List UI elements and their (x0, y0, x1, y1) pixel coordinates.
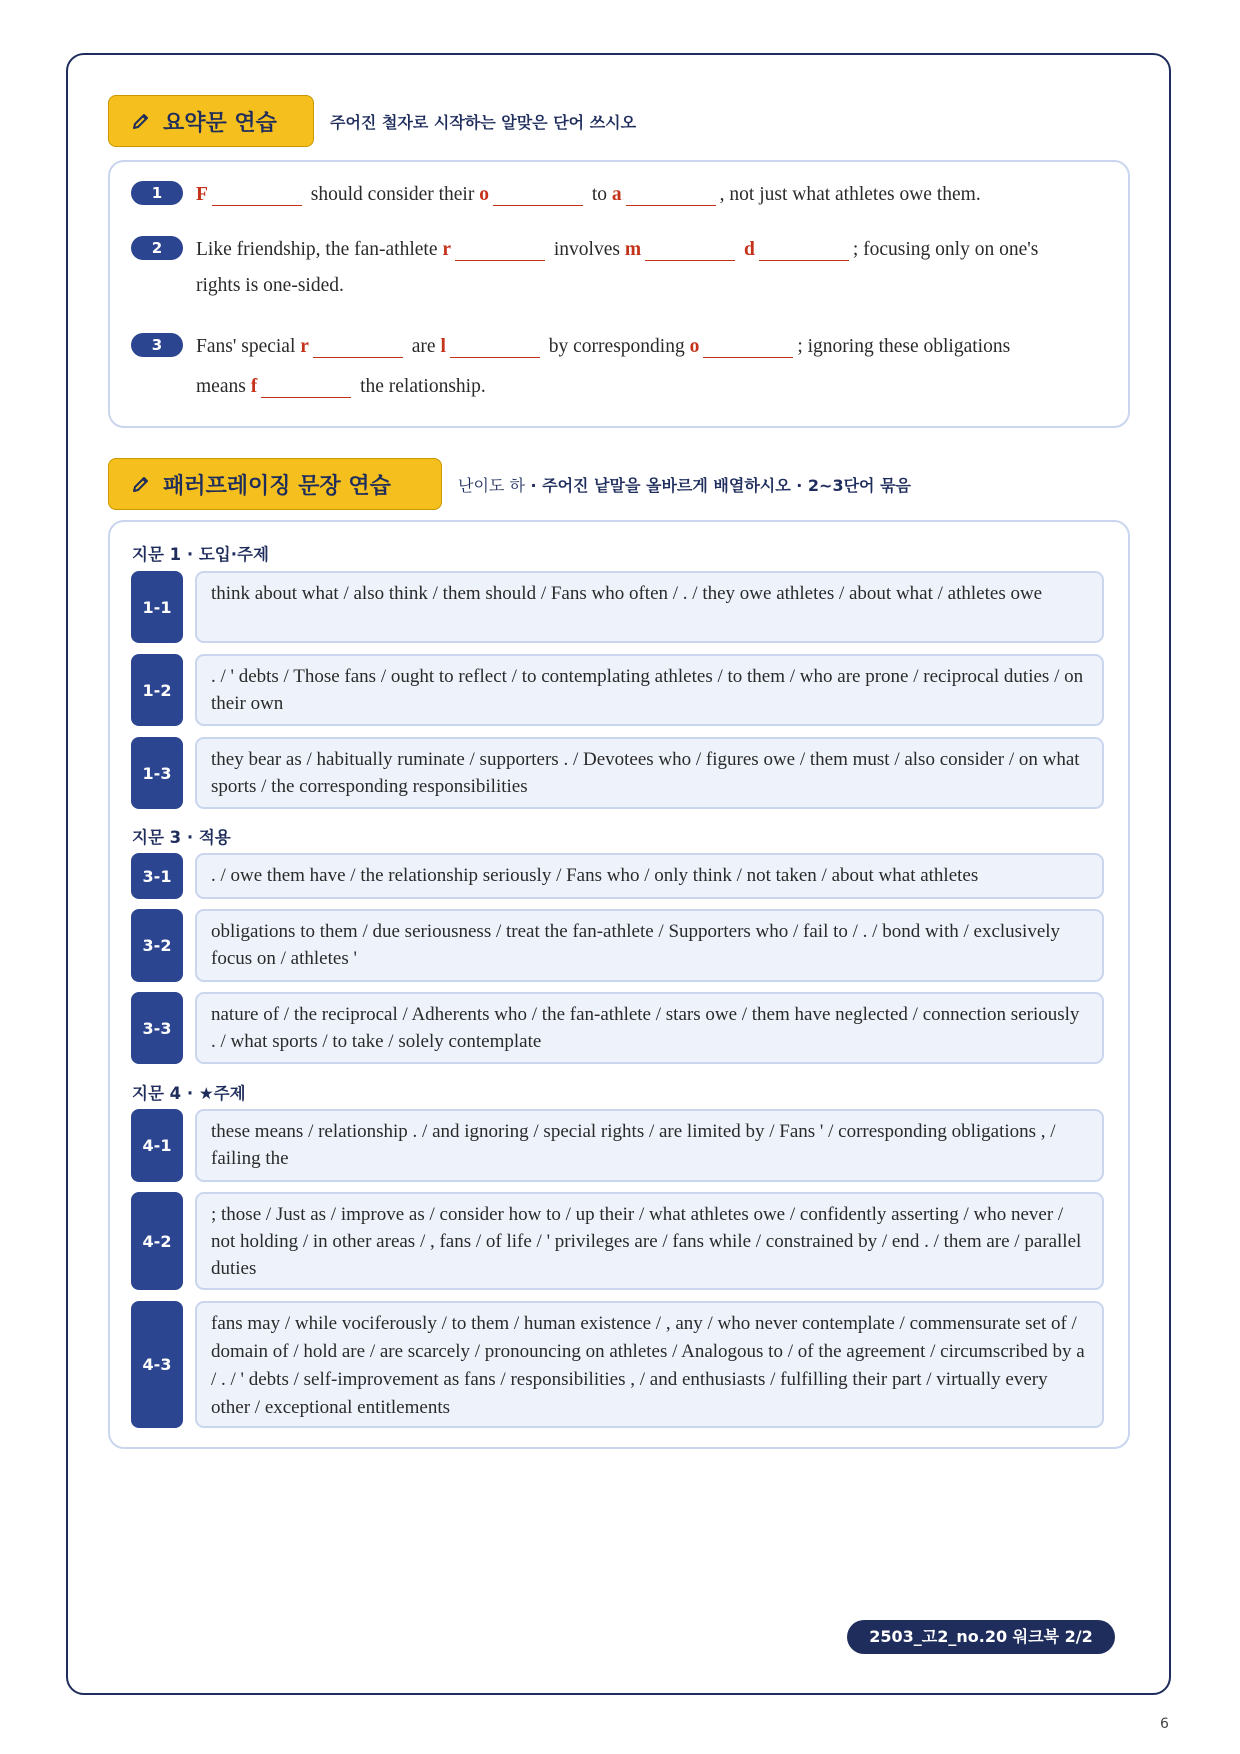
summary-num-1: 1 (131, 181, 183, 205)
item-num-4-1: 4-1 (131, 1109, 183, 1182)
sentence-text: , not just what athletes owe them. (719, 184, 981, 205)
answer-blank[interactable] (212, 180, 302, 206)
answer-blank[interactable] (313, 332, 403, 358)
page-number: 6 (1160, 1716, 1169, 1732)
initial-letter: d (743, 239, 755, 260)
sentence-text: by corresponding (543, 336, 690, 357)
answer-blank[interactable] (645, 235, 735, 261)
item-num-4-2: 4-2 (131, 1192, 183, 1290)
paraphrase-difficulty: 난이도 하 (458, 476, 525, 495)
item-card-4-3: fans may / while vociferously / to them / human existence / , any / who never contemplate / commensurate set of / domain of / hold are / are scarcely / pronouncing on athletes / Analogous to / of the agreement / circumscribed by a / . / ' debts / self-improvement as fans / responsibilities , / and enthusiasts / fulfilling their part / virtually every other / exceptional entitlements (195, 1301, 1104, 1428)
item-num-3-2: 3-2 (131, 909, 183, 982)
pencil-icon (131, 474, 151, 494)
initial-letter: r (442, 239, 452, 260)
sentence-text: ; focusing only on one's (852, 239, 1039, 260)
pencil-icon (131, 111, 151, 131)
sentence-text: the relationship. (355, 376, 486, 397)
initial-letter: m (624, 239, 642, 260)
initial-letter: o (689, 336, 700, 357)
item-num-1-3: 1-3 (131, 737, 183, 809)
answer-blank[interactable] (493, 180, 583, 206)
initial-letter: o (479, 184, 489, 205)
summary-instruction: 주어진 철자로 시작하는 알맞은 단어 쓰시오 (330, 113, 637, 132)
sentence-text: Like friendship, the fan-athlete (196, 239, 443, 260)
paraphrase-instruction (458, 473, 911, 496)
item-num-1-1: 1-1 (131, 571, 183, 643)
initial-letter: F (196, 184, 208, 205)
sentence-text: to (586, 184, 612, 205)
answer-blank[interactable] (759, 235, 849, 261)
section-label-3: 지문 3 · 적용 (132, 828, 231, 847)
paraphrase-title: 패러프레이징 문장 연습 (163, 473, 391, 499)
item-card-1-1: think about what / also think / them should / Fans who often / . / they owe athletes / about what / athletes owe (195, 571, 1104, 643)
item-card-4-1: these means / relationship . / and ignoring / special rights / are limited by / Fans ' / corresponding obligations , / failing the (195, 1109, 1104, 1182)
sentence-text: rights is one-sided. (196, 275, 344, 296)
summary-line-2-2 (196, 275, 344, 297)
summary-num-2: 2 (131, 236, 183, 260)
item-num-3-3: 3-3 (131, 992, 183, 1064)
sentence-text: involves (549, 239, 625, 260)
footer-label: 2503_고2_no.20 워크북 2/2 (847, 1620, 1115, 1654)
answer-blank[interactable] (261, 372, 351, 398)
summary-badge (108, 95, 314, 147)
item-num-3-1: 3-1 (131, 853, 183, 899)
initial-letter: a (611, 184, 622, 205)
summary-line-3-1 (196, 332, 1010, 358)
item-card-1-3: they bear as / habitually ruminate / supporters . / Devotees who / figures owe / them must / also consider / on what sports / the corresponding responsibilities (195, 737, 1104, 809)
item-card-3-2: obligations to them / due seriousness / treat the fan-athlete / Supporters who / fail to / . / bond with / exclusively focus on / athletes ' (195, 909, 1104, 982)
item-num-1-2: 1-2 (131, 654, 183, 726)
paraphrase-instruction-text: · 주어진 낱말을 올바르게 배열하시오 · 2~3단어 묶음 (524, 476, 911, 495)
initial-letter: f (250, 376, 258, 397)
sentence-text: are (406, 336, 441, 357)
answer-blank[interactable] (455, 235, 545, 261)
initial-letter: l (440, 336, 446, 357)
summary-num-3: 3 (131, 333, 183, 357)
item-card-3-1: . / owe them have / the relationship seriously / Fans who / only think / not taken / about what athletes (195, 853, 1104, 899)
summary-line-1-1 (196, 180, 981, 206)
sentence-text: means (196, 376, 251, 397)
section-label-1: 지문 1 · 도입·주제 (132, 545, 269, 564)
answer-blank[interactable] (626, 180, 716, 206)
paraphrase-badge (108, 458, 442, 510)
sentence-text: should consider their (305, 184, 480, 205)
sentence-text: Fans' special (196, 336, 301, 357)
sentence-text: ; ignoring these obligations (797, 336, 1011, 357)
summary-line-2-1 (196, 235, 1038, 261)
item-num-4-3: 4-3 (131, 1301, 183, 1428)
answer-blank[interactable] (703, 332, 793, 358)
summary-title: 요약문 연습 (163, 110, 277, 136)
item-card-4-2: ; those / Just as / improve as / consider how to / up their / what athletes owe / confidently asserting / who never / not holding / in other areas / , fans / of life / ' privileges are / fans while / constrained by / end . / them are / parallel duties (195, 1192, 1104, 1290)
initial-letter: r (300, 336, 309, 357)
section-label-4: 지문 4 · ★주제 (132, 1084, 246, 1103)
item-card-3-3: nature of / the reciprocal / Adherents who / the fan-athlete / stars owe / them have neglected / connection seriously . / what sports / to take / solely contemplate (195, 992, 1104, 1064)
summary-line-3-2 (196, 372, 486, 398)
item-card-1-2: . / ' debts / Those fans / ought to reflect / to contemplating athletes / to them / who are prone / reciprocal duties / on their own (195, 654, 1104, 726)
answer-blank[interactable] (450, 332, 540, 358)
